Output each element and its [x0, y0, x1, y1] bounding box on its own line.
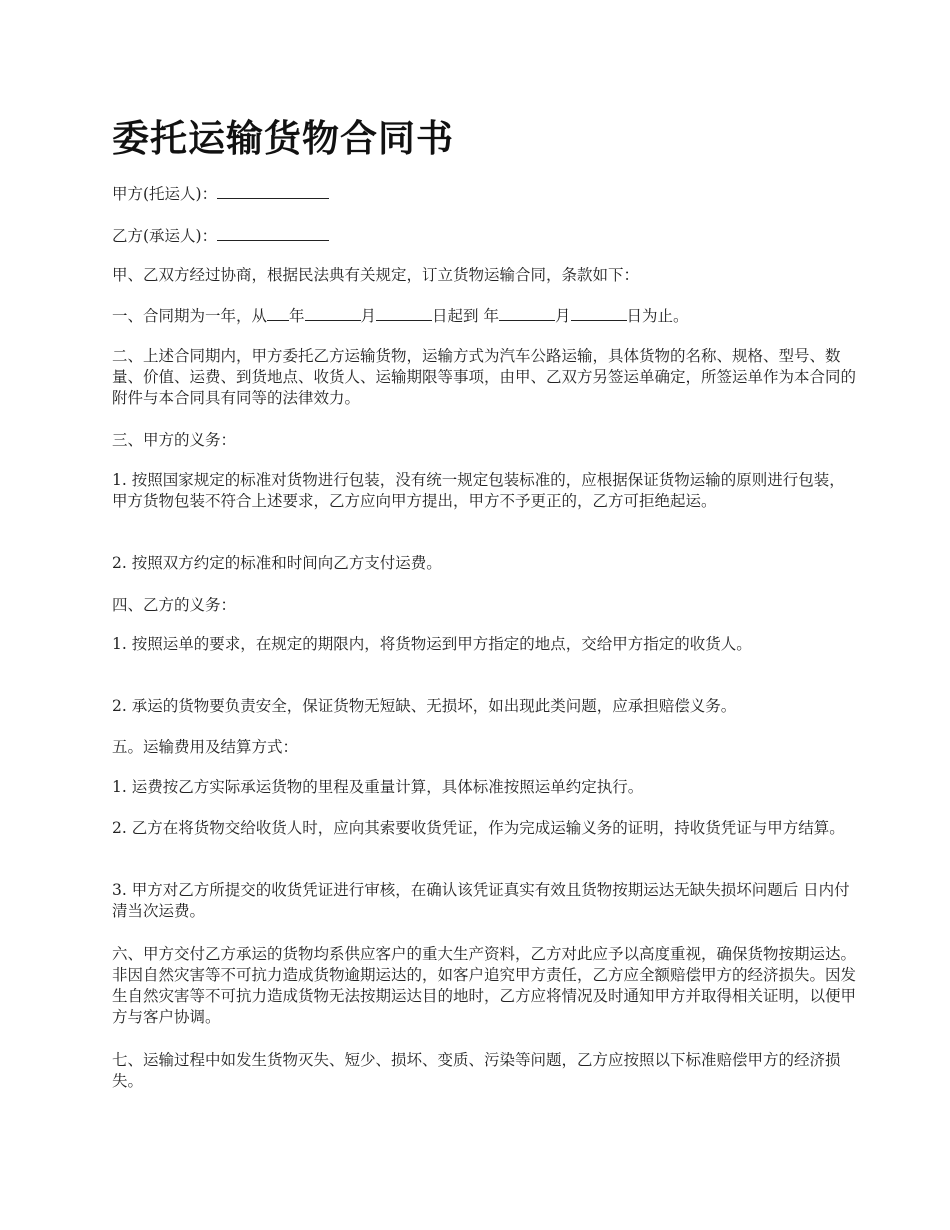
clause-5-item-3: 3. 甲方对乙方所提交的收货凭证进行审核，在确认该凭证真实有效且货物按期运达无缺失损坏问题后 日内付清当次运费。 — [112, 881, 850, 920]
term-blank-end-month — [499, 305, 555, 321]
term-paragraph — [112, 305, 857, 327]
term-blank-month — [305, 305, 361, 321]
party-b-label: 乙方(承运人)： — [112, 227, 218, 245]
party-b-blank — [217, 225, 329, 241]
clause-5-item-2: 2. 乙方在将货物交给收货人时，应向其索要收货凭证，作为完成运输义务的证明，持收货凭证与甲方结算。 — [112, 819, 845, 837]
clause-4-item-1: 1. 按照运单的要求，在规定的期限内，将货物运到甲方指定的地点，交给甲方指定的收货人。 — [112, 635, 752, 653]
term-text-5: 月 — [554, 307, 571, 325]
term-text-6: 日为止。 — [626, 307, 689, 325]
intro-paragraph: 甲、乙双方经过协商，根据民法典有关规定，订立货物运输合同，条款如下： — [112, 266, 640, 284]
term-text-3: 月 — [360, 307, 377, 325]
document-title: 委托运输货物合同书 — [112, 116, 454, 160]
clause-6: 六、甲方交付乙方承运的货物均系供应客户的重大生产资料，乙方对此应予以高度重视，确保货物按期运达。非因自然灾害等不可抗力造成货物逾期运达的，如客户追究甲方责任，乙方应全额赔偿甲方的经济损失。因发生自然灾害等不可抗力造成货物无法按期运达目的地时，乙方应将情况及时通知甲方并取得相关证明，以便甲方与客户协调。 — [112, 945, 857, 1026]
party-a-line — [112, 183, 857, 205]
term-text-1: 一、合同期为一年，从 — [112, 307, 268, 325]
term-blank-end-day — [571, 305, 627, 321]
term-text-4: 日起到 年 — [432, 307, 499, 325]
clause-4-heading: 四、乙方的义务： — [112, 596, 237, 614]
term-blank-day — [376, 305, 432, 321]
party-a-blank — [217, 183, 329, 199]
clause-5-item-1: 1. 运费按乙方实际承运货物的里程及重量计算，具体标准按照运单约定执行。 — [112, 778, 644, 796]
party-a-label: 甲方(托运人)： — [112, 185, 218, 203]
party-b-line — [112, 225, 857, 247]
clause-3-item-1: 1. 按照国家规定的标准对货物进行包装，没有统一规定包装标准的，应根据保证货物运输的原则进行包装，甲方货物包装不符合上述要求，乙方应向甲方提出，甲方不予更正的，乙方可拒绝起运。 — [112, 471, 845, 510]
clause-3-item-2: 2. 按照双方约定的标准和时间向乙方支付运费。 — [112, 554, 442, 572]
clause-2: 二、上述合同期内，甲方委托乙方运输货物，运输方式为汽车公路运输，具体货物的名称、规格、型号、数量、价值、运费、到货地点、收货人、运输期限等事项，由甲、乙双方另签运单确定，所签运单作为本合同的附件与本合同具有同等的法律效力。 — [112, 347, 857, 407]
clause-7: 七、运输过程中如发生货物灭失、短少、损坏、变质、污染等问题，乙方应按照以下标准赔偿甲方的经济损失。 — [112, 1051, 841, 1090]
term-blank-year — [267, 305, 289, 321]
term-text-2: 年 — [289, 307, 305, 325]
clause-3-heading: 三、甲方的义务： — [112, 431, 237, 449]
clause-4-item-2: 2. 承运的货物要负责安全，保证货物无短缺、无损坏，如出现此类问题，应承担赔偿义务。 — [112, 697, 737, 715]
clause-5-heading: 五。运输费用及结算方式： — [112, 738, 299, 756]
